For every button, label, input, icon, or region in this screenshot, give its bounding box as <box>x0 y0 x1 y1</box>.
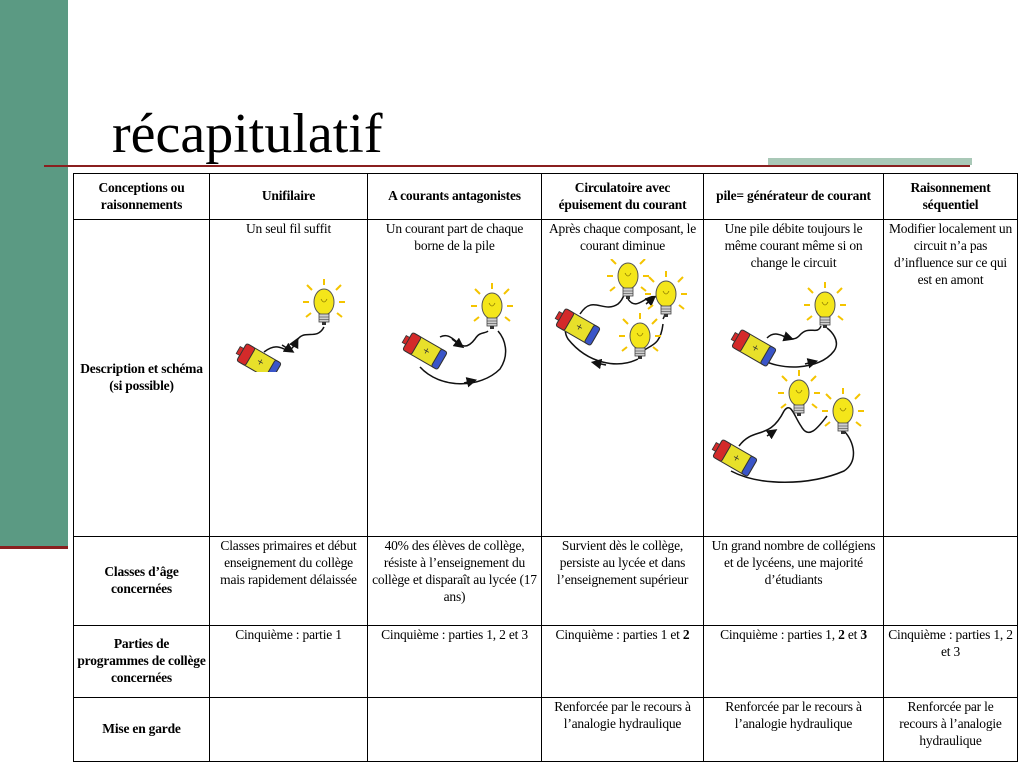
table-row-age <box>74 537 1018 626</box>
left-band-rule <box>0 546 68 549</box>
cell-mise-unifilaire <box>210 698 368 762</box>
lightbulb-icon <box>607 259 649 299</box>
unifilaire-diagram <box>224 242 354 372</box>
cell-mise-sequentiel: Renforcée par le recours à l’analogie hydraulique <box>884 698 1018 762</box>
row-label-description: Description et schéma (si possible) <box>74 220 210 537</box>
cell-mise-pile-generateur: Renforcée par le recours à l’analogie hydraulique <box>704 698 884 762</box>
table-row-description <box>74 220 1018 537</box>
lightbulb-icon <box>645 271 687 317</box>
cell-text-prefix: Cinquième : parties 1, <box>720 627 839 642</box>
row-label-age: Classes d’âge concernées <box>74 537 210 626</box>
cell-prog-pile-generateur <box>704 626 884 698</box>
cell-description-pile-generateur <box>704 220 884 537</box>
table-row-mise-en-garde <box>74 698 1018 762</box>
cell-age-unifilaire: Classes primaires et début enseignement du collège mais rapidement délaissée <box>210 537 368 626</box>
lightbulb-icon <box>804 282 846 328</box>
cell-text: Une pile débite toujours le même courant même si on change le circuit <box>724 221 863 270</box>
pile-generateur-diagrams <box>709 276 879 506</box>
slide-title: récapitulatif <box>112 102 383 165</box>
cell-mise-antagonistes <box>368 698 542 762</box>
cell-description-unifilaire <box>210 220 368 537</box>
col-header-antagonistes: A courants antagonistes <box>368 174 542 220</box>
col-header-pile-generateur: pile= générateur de courant <box>704 174 884 220</box>
cell-mise-circulatoire: Renforcée par le recours à l’analogie hydraulique <box>542 698 704 762</box>
cell-description-sequentiel <box>884 220 1018 537</box>
cell-prog-sequentiel: Cinquième : parties 1, 2 et 3 <box>884 626 1018 698</box>
lightbulb-icon <box>778 370 820 416</box>
antagonistes-diagram <box>380 259 530 399</box>
lightbulb-icon <box>619 313 661 359</box>
cell-text-mid: et <box>844 627 861 642</box>
table-row-programmes <box>74 626 1018 698</box>
col-header-sequentiel: Raisonnement séquentiel <box>884 174 1018 220</box>
battery-icon <box>233 341 281 372</box>
cell-text-bold: 2 <box>682 627 690 642</box>
table-header-row <box>74 174 1018 220</box>
row-header-label: Conceptions ou raisonnements <box>74 174 210 220</box>
cell-text: Modifier localement un circuit n’a pas d’influence sur ce qui est en amont <box>888 221 1013 287</box>
battery-icon <box>728 327 776 366</box>
recap-table <box>73 173 1018 762</box>
cell-text-prefix: Cinquième : parties 1 et <box>555 627 683 642</box>
lightbulb-icon <box>303 279 345 325</box>
cell-age-circulatoire: Survient dès le collège, persiste au lycée et dans l’enseignement supérieur <box>542 537 704 626</box>
cell-prog-circulatoire <box>542 626 704 698</box>
cell-text: Un courant part de chaque borne de la pile <box>385 221 524 253</box>
cell-age-sequentiel <box>884 537 1018 626</box>
cell-text: Après chaque composant, le courant diminue <box>549 221 696 253</box>
cell-prog-unifilaire: Cinquième : partie 1 <box>210 626 368 698</box>
row-label-programmes: Parties de programmes de collège concernées <box>74 626 210 698</box>
lightbulb-icon <box>822 388 864 434</box>
cell-text-bold: 3 <box>860 627 867 642</box>
left-decorative-band <box>0 0 68 546</box>
circulatoire-diagram <box>548 259 698 399</box>
lightbulb-icon <box>471 283 513 329</box>
battery-icon <box>552 306 600 345</box>
title-rule <box>44 165 970 167</box>
row-label-mise-en-garde: Mise en garde <box>74 698 210 762</box>
cell-text-bold: 2 <box>838 627 845 642</box>
cell-text: Un seul fil suffit <box>245 221 332 236</box>
col-header-unifilaire: Unifilaire <box>210 174 368 220</box>
battery-icon <box>709 437 757 476</box>
col-header-circulatoire: Circulatoire avec épuisement du courant <box>542 174 704 220</box>
cell-description-circulatoire <box>542 220 704 537</box>
cell-age-pile-generateur: Un grand nombre de collégiens et de lycéens, une majorité d’étudiants <box>704 537 884 626</box>
cell-description-antagonistes <box>368 220 542 537</box>
cell-prog-antagonistes: Cinquième : parties 1, 2 et 3 <box>368 626 542 698</box>
cell-age-antagonistes: 40% des élèves de collège, résiste à l’enseignement du collège et disparaît au lycée (17 ans) <box>368 537 542 626</box>
title-accent-bar <box>768 158 972 165</box>
